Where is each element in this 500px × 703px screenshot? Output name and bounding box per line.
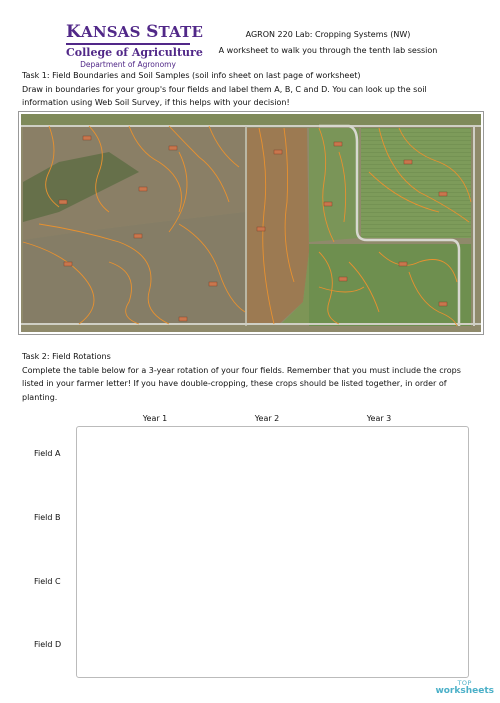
task1-heading: Task 1: Field Boundaries and Soil Samples (soil info sheet on last page of worksheet) [22, 71, 361, 80]
task2-line2: listed in your farmer letter! If you have double-cropping, these crops should be listed together, in order of [22, 379, 447, 388]
logo-department: Department of Agronomy [80, 59, 176, 69]
worksheet-title: AGRON 220 Lab: Cropping Systems (NW) [245, 30, 411, 39]
kansas-state-logo [66, 22, 204, 69]
task1-text [22, 69, 427, 110]
column-header-year2: Year 2 [254, 414, 280, 423]
logo-wordmark: KANSAS STATE [66, 22, 204, 42]
topworksheets-logo[interactable] [435, 680, 494, 696]
row-label-field-a: Field A [34, 449, 61, 458]
row-label-field-c: Field C [34, 577, 61, 586]
aerial-soil-map-image [19, 112, 483, 334]
worksheet-subtitle: A worksheet to walk you through the tenth lab session [218, 46, 438, 55]
brand-top: TOP [457, 679, 472, 687]
task1-line1: Draw in boundaries for your group's four fields and label them A, B, C and D. You can look up the soil [22, 84, 427, 94]
row-label-field-d: Field D [34, 640, 62, 649]
logo-college: College of Agriculture [66, 45, 203, 59]
aerial-soil-map[interactable] [18, 111, 484, 335]
task2-line3: planting. [22, 392, 58, 402]
task2-text [22, 350, 461, 404]
row-label-field-b: Field B [34, 513, 61, 522]
column-header-year1: Year 1 [142, 414, 168, 423]
task1-line2: information using Web Soil Survey, if this helps with your decision! [22, 98, 290, 107]
column-header-year3: Year 3 [366, 414, 392, 423]
logo-divider [66, 43, 190, 45]
task2-heading: Task 2: Field Rotations [22, 352, 111, 361]
rotation-table-input-area[interactable] [76, 426, 469, 678]
task2-line1: Complete the table below for a 3-year rotation of your four fields. Remember that you must include the crops [22, 365, 461, 375]
brand-bottom: worksheets [435, 685, 494, 696]
